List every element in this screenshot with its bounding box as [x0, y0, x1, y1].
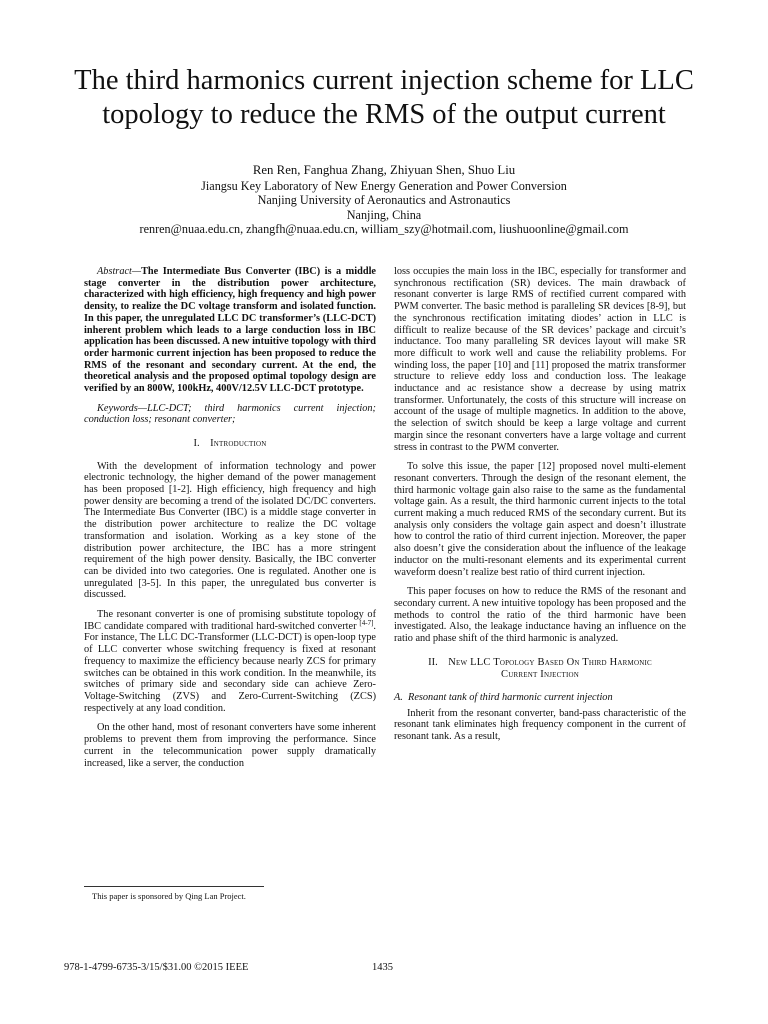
- author-emails: renren@nuaa.edu.cn, zhangfh@nuaa.edu.cn, william_szy@hotmail.com, liushuoonline@gmail.com: [139, 222, 629, 236]
- abstract-text: The Intermediate Bus Converter (IBC) is a middle stage converter in the distribution power architecture, characterized with high efficiency, high frequency and high power density, to realize the DC voltage transform and isolated function. In this paper, the unregulated LLC DC transformer’s (LLC-DCT) inherent problem which leads to a large conduction loss in IBC application has been discussed. A new intuitive topology with third order harmonic current injection has been proposed to reduce the RMS of the resonant and secondary current. At the end, the theoretical analysis and the proposed optimal topology design are verified by an 800W, 100kHz, 400V/12.5V LLC-DCT prototype.: [84, 266, 376, 395]
- page-number: 1435: [372, 962, 393, 973]
- right-column: [394, 266, 686, 751]
- section-title: Introduction: [210, 438, 267, 450]
- section-number: II.: [428, 656, 438, 668]
- affiliation-city: Nanjing, China: [346, 207, 422, 222]
- footer-isbn: 978-1-4799-6735-3/15/$31.00 ©2015 IEEE: [64, 962, 249, 973]
- intro-paragraph-1: With the development of information technology and power electronic technology, the higher demand of the power management has been proposed [1-2]. High efficiency, high frequency and high power density are becoming a trend of the isolated DC/DC converters. The Intermediate Bus Converter (IBC) is a middle stage converter in the distribution power architecture to realize the DC voltage transformation and isolation. Working as a key stone of the distribution power architecture, the IBC has a more stringent requirement of the high power density. Basically, the IBC converter can be divided into two categories. One is regulated. Another one is unregulated [3-5]. In this paper, the unregulated bus converter is discussed.: [84, 460, 376, 601]
- paper-title: The third harmonics current injection scheme for LLC topology to reduce the RMS of the output current: [74, 65, 694, 130]
- keywords: [84, 403, 376, 426]
- intro-paragraph-3-continued: loss occupies the main loss in the IBC, especially for transformer and synchronous rectification (SR) devices. The main drawback of resonant converter is large RMS of rectified current compared with PWM converter. The basic method is paralleling SR devices [8-9], but the synchronous rectification imitating diodes’ action in LLC is difficult to realize because of the SR devices’ package and circuit’s inductance. Too many paralleling SR devices layout will make SR more difficult to work well and cause the reliability problems. For winding loss, the paper [10] and [11] proposed the matrix transformer structure to relieve eddy loss and conduction loss. The leakage inductance and ac resistance show a decrease by using matrix transformer. Unfortunately, the costs of this structure will increase on account of the usage of multiple magnetics. In addition to the above, the selection of switch should be keep a large voltage and current margin since the resonant converters have a large voltage and current stress in contrast to the PWM converter.: [394, 266, 686, 453]
- affiliation-lab: Jiangsu Key Laboratory of New Energy Generation and Power Conversion: [201, 178, 567, 193]
- section-heading-introduction: [84, 438, 376, 451]
- footnote: This paper is sponsored by Qing Lan Project.: [92, 891, 246, 901]
- intro-paragraph-3: On the other hand, most of resonant converters have some inherent problems to prevent them from improving the performance. Since current in the telecommunication power supply dramatically increased, like a server, the conduction: [84, 722, 376, 769]
- intro-paragraph-2: [84, 609, 376, 714]
- author-block: [40, 163, 728, 237]
- section2-paragraph-1: Inherit from the resonant converter, band-pass characteristic of the resonant tank eliminates high frequency component in the current of resonant tank. As a result,: [394, 707, 686, 742]
- author-names: Ren Ren, Fanghua Zhang, Zhiyuan Shen, Shuo Liu: [252, 163, 516, 177]
- subsection-label: A.: [394, 691, 403, 703]
- subsection-heading-resonant-tank: [394, 692, 686, 704]
- section-heading-new-llc-topology: [394, 657, 686, 682]
- section-title-line-2: Current Injection: [501, 669, 579, 681]
- keywords-label: Keywords—: [97, 402, 147, 414]
- section-title-line-1: New LLC Topology Based On Third Harmonic: [448, 656, 652, 668]
- keywords-text: LLC-DCT; third harmonics current injection; conduction loss; resonant converter;: [84, 402, 376, 426]
- intro-paragraph-5: This paper focuses on how to reduce the RMS of the resonant and secondary current. A new intuitive topology has been proposed and the methods to control the ratio of the third harmonic have been investigated. Also, the leakage inductance having an influence on the ratio and phase shift of the third harmonic is analyzed.: [394, 586, 686, 645]
- intro-paragraph-4: To solve this issue, the paper [12] proposed novel multi-element resonant converters. Through the design of the resonant element, the third harmonic voltage gain also raise to the same as the fundamental voltage gain. As a result, the third harmonic current injects to the total current making a much reduced RMS of the secondary current. But its analysis only considers the voltage gain aspect and doesn’t illustrate how to control the ratio of third current injection. Moreover, the paper also doesn’t give the consideration about the influence of the leakage inductor on the multi-resonant elements and its experimental current waveform doesn’t realize best ratio of third current injection.: [394, 461, 686, 578]
- abstract-label: Abstract—: [97, 266, 142, 277]
- intro-paragraph-2-b: . For instance, The LLC DC-Transformer (LLC-DCT) is open-loop type of LLC converter whose switching frequency is fixed at resonant frequency to maximize the efficiency because nearly ZCS for primary switches can be obtained in this work condition. In the meanwhile, its switches of primary side and secondary side can achieve Zero-Voltage-Switching (ZVS) and Zero-Current-Switching (ZCS) respectively at any load condition.: [84, 620, 376, 714]
- abstract: [84, 266, 376, 395]
- intro-paragraph-2-a: The resonant converter is one of promising substitute topology of IBC candidate compared with traditional hard-switched converter: [84, 609, 376, 632]
- left-column: [84, 266, 376, 777]
- footnote-divider: [84, 886, 264, 887]
- affiliation-university: Nanjing University of Aeronautics and Astronautics: [257, 193, 511, 207]
- subsection-title: Resonant tank of third harmonic current injection: [408, 691, 613, 703]
- section-number: I.: [193, 438, 200, 450]
- citation-superscript: [4-7]: [359, 618, 374, 627]
